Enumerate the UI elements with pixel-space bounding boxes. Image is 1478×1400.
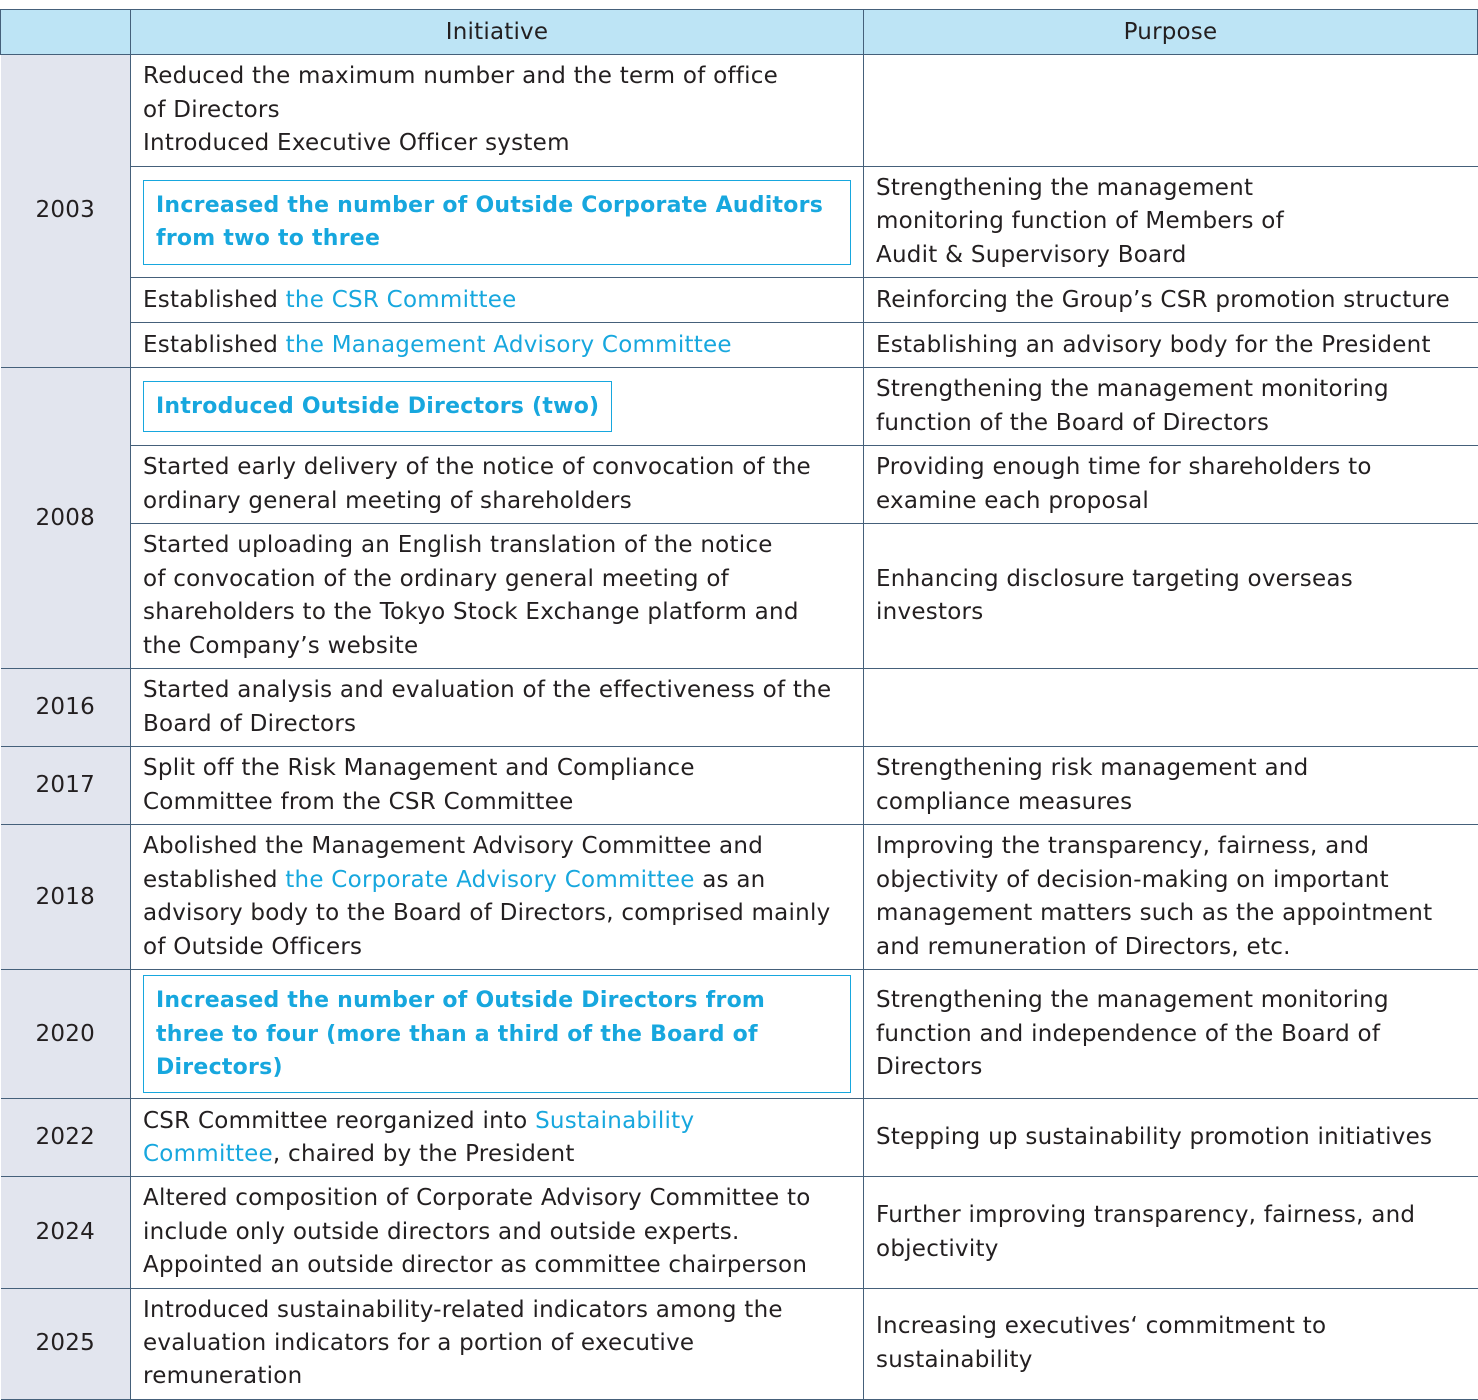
initiative-text: shareholders to the Tokyo Stock Exchange platform and <box>143 599 799 626</box>
purpose-cell <box>864 1288 1478 1399</box>
purpose-cell <box>864 1177 1478 1288</box>
initiative-cell <box>131 747 864 825</box>
committee-link: Sustainability <box>535 1107 695 1134</box>
initiative-cell <box>131 1099 864 1177</box>
initiative-cell <box>131 278 864 323</box>
initiative-cell <box>131 446 864 524</box>
year-cell: 2017 <box>1 747 131 825</box>
purpose-text: compliance measures <box>876 788 1133 815</box>
initiative-cell <box>131 825 864 970</box>
table-row <box>1 167 1478 278</box>
purpose-cell <box>864 55 1478 167</box>
initiative-cell <box>131 524 864 669</box>
governance-history-table <box>0 9 1478 1400</box>
highlighted-initiative: Increased the number of Outside Corporate Auditors from two to three <box>143 180 851 265</box>
year-cell: 2008 <box>1 368 131 669</box>
header-row <box>1 10 1478 55</box>
initiative-text: Established <box>143 331 286 358</box>
purpose-text: Increasing executives‘ commitment to <box>876 1313 1327 1340</box>
table-row <box>1 1177 1478 1288</box>
purpose-cell <box>864 446 1478 524</box>
table-row <box>1 825 1478 970</box>
purpose-cell <box>864 167 1478 278</box>
committee-link: the Management Advisory Committee <box>285 331 732 358</box>
initiative-text: Established <box>143 286 286 313</box>
table-row <box>1 747 1478 825</box>
purpose-text: sustainability <box>876 1346 1033 1373</box>
purpose-text: objectivity <box>876 1235 999 1262</box>
header-year <box>1 10 131 55</box>
initiative-text: of Directors <box>143 96 280 123</box>
table-row <box>1 323 1478 368</box>
purpose-cell: Enhancing disclosure targeting overseas investors <box>864 524 1478 669</box>
initiative-cell <box>131 1177 864 1288</box>
committee-link: the CSR Committee <box>285 286 517 313</box>
purpose-text: Audit & Supervisory Board <box>876 241 1187 268</box>
initiative-cell <box>131 167 864 278</box>
initiative-text: of convocation of the ordinary general meeting of <box>143 565 730 592</box>
purpose-cell: Reinforcing the Group’s CSR promotion structure <box>864 278 1478 323</box>
purpose-text: function and independence of the Board of <box>876 1020 1381 1047</box>
purpose-cell: Establishing an advisory body for the President <box>864 323 1478 368</box>
initiative-text: Altered composition of Corporate Advisory Committee to <box>143 1185 811 1212</box>
initiative-text: advisory body to the Board of Directors, comprised mainly <box>143 900 831 927</box>
table-row <box>1 446 1478 524</box>
initiative-text-suffix: as an <box>694 866 766 893</box>
initiative-text: Committee from the CSR Committee <box>143 788 574 815</box>
purpose-text: management matters such as the appointment <box>876 900 1433 927</box>
initiative-text: Started analysis and evaluation of the effectiveness of the <box>143 677 832 704</box>
initiative-text: Reduced the maximum number and the term of office <box>143 63 779 90</box>
purpose-cell: Stepping up sustainability promotion initiatives <box>864 1099 1478 1177</box>
year-cell: 2024 <box>1 1177 131 1288</box>
purpose-cell <box>864 970 1478 1099</box>
header-initiative: Initiative <box>131 10 864 55</box>
initiative-cell <box>131 970 864 1099</box>
year-cell: 2020 <box>1 970 131 1099</box>
initiative-text: the Company’s website <box>143 632 419 659</box>
purpose-text: Strengthening risk management and <box>876 755 1309 782</box>
initiative-text: Started early delivery of the notice of convocation of the <box>143 454 811 481</box>
initiative-cell <box>131 55 864 167</box>
table-row <box>1 1099 1478 1177</box>
initiative-text: include only outside directors and outside experts. <box>143 1218 740 1245</box>
initiative-text: Introduced sustainability-related indicators among the <box>143 1296 783 1323</box>
purpose-text: Directors <box>876 1054 983 1081</box>
table-row <box>1 970 1478 1099</box>
initiative-cell <box>131 1288 864 1399</box>
purpose-cell <box>864 368 1478 446</box>
initiative-text: evaluation indicators for a portion of executive remuneration <box>143 1330 695 1390</box>
purpose-cell <box>864 747 1478 825</box>
purpose-text: objectivity of decision-making on important <box>876 866 1389 893</box>
initiative-text <box>143 864 851 897</box>
initiative-text: Started uploading an English translation of the notice <box>143 532 773 559</box>
purpose-text: monitoring function of Members of <box>876 208 1284 235</box>
table-row <box>1 1288 1478 1399</box>
purpose-text: and remuneration of Directors, etc. <box>876 933 1291 960</box>
initiative-text-suffix: , chaired by the President <box>272 1140 575 1167</box>
initiative-text: Abolished the Management Advisory Committee and <box>143 833 764 860</box>
initiative-text-prefix: established <box>143 866 286 893</box>
purpose-text: Strengthening the management monitoring <box>876 987 1389 1014</box>
initiative-text: Split off the Risk Management and Compliance <box>143 755 695 782</box>
initiative-text: Appointed an outside director as committee chairperson <box>143 1252 808 1279</box>
initiative-text: ordinary general meeting of shareholders <box>143 487 632 514</box>
committee-link: Committee <box>143 1140 273 1167</box>
table-row <box>1 55 1478 167</box>
committee-link: the Corporate Advisory Committee <box>285 866 695 893</box>
table-row <box>1 524 1478 669</box>
table-row <box>1 669 1478 747</box>
initiative-cell <box>131 669 864 747</box>
year-cell: 2016 <box>1 669 131 747</box>
initiative-text <box>143 1138 851 1171</box>
purpose-cell <box>864 825 1478 970</box>
initiative-text: Introduced Executive Officer system <box>143 130 570 157</box>
year-cell: 2022 <box>1 1099 131 1177</box>
purpose-text: Strengthening the management monitoring <box>876 376 1389 403</box>
purpose-text: Strengthening the management <box>876 175 1254 201</box>
initiative-cell <box>131 368 864 446</box>
initiative-text <box>143 1105 851 1138</box>
purpose-text: Further improving transparency, fairness, and <box>876 1202 1416 1229</box>
year-cell: 2025 <box>1 1288 131 1399</box>
initiative-text-prefix: CSR Committee reorganized into <box>143 1107 536 1134</box>
initiative-text: Board of Directors <box>143 710 357 737</box>
year-cell: 2018 <box>1 825 131 970</box>
highlighted-initiative: Introduced Outside Directors (two) <box>143 381 612 432</box>
purpose-cell <box>864 669 1478 747</box>
table-row <box>1 278 1478 323</box>
purpose-text: function of the Board of Directors <box>876 409 1270 436</box>
initiative-text: of Outside Officers <box>143 933 363 960</box>
highlighted-initiative: Increased the number of Outside Directors from three to four (more than a third of the Board of Directors) <box>143 975 851 1093</box>
header-purpose: Purpose <box>864 10 1478 55</box>
purpose-text: Providing enough time for shareholders to <box>876 454 1372 481</box>
purpose-text: examine each proposal <box>876 487 1150 514</box>
purpose-text: Improving the transparency, fairness, and <box>876 833 1370 860</box>
table-row <box>1 368 1478 446</box>
year-cell: 2003 <box>1 55 131 368</box>
initiative-cell <box>131 323 864 368</box>
